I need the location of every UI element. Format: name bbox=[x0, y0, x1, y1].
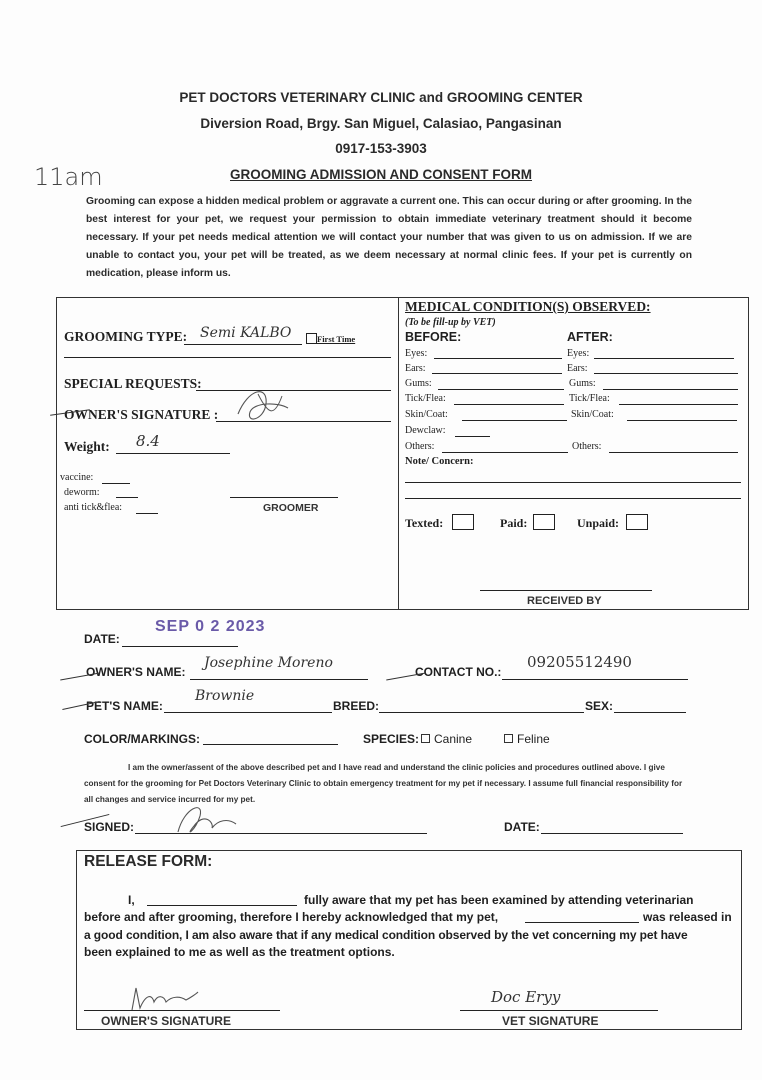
note-line-1 bbox=[405, 482, 741, 483]
dewclaw-line bbox=[455, 436, 490, 437]
release-p5: a good condition, I am also aware that if any medical condition observed by the vet concerning my pet have bbox=[84, 928, 688, 942]
owner-name-label: OWNER'S NAME: bbox=[86, 665, 186, 679]
canine-label: Canine bbox=[434, 732, 473, 746]
date-label: DATE: bbox=[84, 632, 120, 646]
before-label: BEFORE: bbox=[405, 330, 462, 344]
sex-label: SEX: bbox=[585, 699, 614, 713]
before-eyes-label: Eyes: bbox=[405, 348, 428, 359]
owner-name-value[interactable]: Josephine Moreno bbox=[204, 655, 333, 671]
feline-checkbox[interactable] bbox=[504, 734, 513, 743]
contact-label: CONTACT NO.: bbox=[415, 665, 502, 679]
signed-date-label: DATE: bbox=[504, 820, 540, 834]
anti-tick-label: anti tick&flea: bbox=[64, 502, 123, 513]
deworm-label: deworm: bbox=[64, 487, 100, 498]
breed-label: BREED: bbox=[333, 699, 380, 713]
before-tick-label: Tick/Flea: bbox=[405, 393, 446, 404]
pet-name-line bbox=[164, 712, 332, 713]
medical-title: MEDICAL CONDITION(S) OBSERVED: bbox=[405, 299, 651, 314]
after-label: AFTER: bbox=[567, 330, 613, 344]
special-requests-label: SPECIAL REQUESTS: bbox=[64, 376, 202, 391]
release-p4: was released in bbox=[643, 910, 732, 924]
after-eyes-line bbox=[594, 358, 734, 359]
others-before-label: Others: bbox=[405, 441, 435, 452]
feline-label: Feline bbox=[517, 732, 550, 746]
after-tick-line bbox=[619, 404, 738, 405]
species-feline-option[interactable] bbox=[504, 732, 550, 746]
anti-tick-line bbox=[136, 513, 158, 514]
species-canine-option[interactable] bbox=[421, 732, 472, 746]
others-before-line bbox=[442, 452, 568, 453]
after-gums-label: Gums: bbox=[569, 378, 596, 389]
owner-signature-scribble bbox=[228, 384, 298, 430]
dewclaw-label: Dewclaw: bbox=[405, 425, 446, 436]
after-eyes-label: Eyes: bbox=[567, 348, 590, 359]
texted-label: Texted: bbox=[405, 516, 444, 530]
received-by-label: RECEIVED BY bbox=[527, 595, 602, 607]
weight-label: Weight: bbox=[64, 439, 110, 454]
paid-label: Paid: bbox=[500, 516, 528, 530]
pet-name-label: PET'S NAME: bbox=[86, 699, 163, 713]
groomer-line bbox=[230, 497, 338, 498]
grooming-type-value[interactable]: Semi KALBO bbox=[200, 325, 292, 341]
owner-signature-scribble-2 bbox=[170, 798, 240, 842]
owner-name-line bbox=[190, 679, 368, 680]
received-by-line bbox=[480, 590, 652, 591]
release-owner-signature bbox=[122, 984, 202, 1014]
groomer-label: GROOMER bbox=[263, 502, 319, 514]
intro-paragraph: Grooming can expose a hidden medical problem or aggravate a current one. This can occur during or after grooming. In the best interest for your pet, we request your permission to obtain immediate veterinary treatment should it become necessary. If your pet needs medical attention we will contact your number that was given to us on admission. If we are unable to contact you, your pet will be treated, as we deem necessary at normal clinic fees. If your pet is currently on medication, please inform us. bbox=[86, 196, 692, 279]
medical-subtitle: (To be fill-up by VET) bbox=[405, 317, 496, 328]
after-skin-label: Skin/Coat: bbox=[571, 409, 614, 420]
before-ears-label: Ears: bbox=[405, 363, 426, 374]
clinic-address: Diversion Road, Brgy. San Miguel, Calasiao, Pangasinan bbox=[200, 116, 562, 131]
paid-checkbox[interactable] bbox=[533, 514, 555, 530]
date-stamp: SEP 0 2 2023 bbox=[155, 618, 266, 635]
before-eyes-line bbox=[434, 358, 562, 359]
after-ears-line bbox=[594, 373, 738, 374]
pet-name-value[interactable]: Brownie bbox=[195, 688, 255, 704]
after-tick-label: Tick/Flea: bbox=[569, 393, 610, 404]
after-gums-line bbox=[603, 389, 738, 390]
first-time-label: First Time bbox=[317, 334, 356, 344]
vaccine-line bbox=[102, 483, 130, 484]
before-gums-label: Gums: bbox=[405, 378, 432, 389]
release-title: RELEASE FORM: bbox=[84, 853, 213, 870]
box-divider bbox=[398, 297, 399, 610]
clinic-phone: 0917-153-3903 bbox=[335, 141, 427, 156]
before-skin-line bbox=[462, 420, 567, 421]
contact-value[interactable]: 09205512490 bbox=[527, 653, 632, 671]
first-time-checkbox[interactable] bbox=[306, 333, 317, 344]
handwritten-time: 11am bbox=[34, 163, 103, 191]
date-line bbox=[122, 646, 238, 647]
signed-date-line bbox=[541, 833, 683, 834]
color-line bbox=[203, 744, 338, 745]
contact-line bbox=[502, 679, 688, 680]
after-ears-label: Ears: bbox=[567, 363, 588, 374]
weight-value[interactable]: 8.4 bbox=[136, 432, 160, 450]
vet-signature-value: Doc Eryy bbox=[491, 988, 561, 1006]
before-tick-line bbox=[454, 404, 564, 405]
before-skin-label: Skin/Coat: bbox=[405, 409, 448, 420]
others-after-line bbox=[609, 452, 738, 453]
after-skin-line bbox=[627, 420, 737, 421]
unpaid-label: Unpaid: bbox=[577, 516, 620, 530]
release-i: I, bbox=[128, 893, 135, 907]
grooming-type-line bbox=[184, 344, 302, 345]
release-p6: been explained to me as well as the treatment options. bbox=[84, 945, 395, 959]
species-label: SPECIES: bbox=[363, 732, 420, 746]
release-p2: fully aware that my pet has been examined by attending veterinarian bbox=[304, 893, 694, 907]
release-owner-sig-label: OWNER'S SIGNATURE bbox=[101, 1014, 231, 1028]
release-p3: before and after grooming, therefore I hereby acknowledged that my pet, bbox=[84, 910, 499, 924]
before-ears-line bbox=[432, 373, 562, 374]
others-after-label: Others: bbox=[572, 441, 602, 452]
note-label: Note/ Concern: bbox=[405, 456, 474, 467]
consent-paragraph: I am the owner/assent of the above described pet and I have read and understand the clinic policies and procedures outlined above. I give consent for the grooming for Pet Doctors Veterinary Clinic to obtain emergency treatment for my pet if necessary. I assume full financial responsibility for all changes and service incurred for my pet. bbox=[84, 763, 683, 804]
before-gums-line bbox=[438, 389, 564, 390]
breed-line bbox=[379, 712, 584, 713]
sex-line bbox=[614, 712, 686, 713]
color-label: COLOR/MARKINGS: bbox=[84, 732, 200, 746]
unpaid-checkbox[interactable] bbox=[626, 514, 648, 530]
canine-checkbox[interactable] bbox=[421, 734, 430, 743]
release-pet-line bbox=[525, 922, 639, 923]
owner-signature-label: OWNER'S SIGNATURE : bbox=[64, 407, 219, 422]
grooming-extra-line bbox=[64, 357, 391, 358]
release-name-line bbox=[147, 905, 297, 906]
form-title: GROOMING ADMISSION AND CONSENT FORM bbox=[230, 167, 532, 182]
deworm-line bbox=[116, 497, 138, 498]
grooming-type-label: GROOMING TYPE: bbox=[64, 329, 188, 344]
texted-checkbox[interactable] bbox=[452, 514, 474, 530]
note-line-2 bbox=[405, 498, 741, 499]
clinic-name: PET DOCTORS VETERINARY CLINIC and GROOMING CENTER bbox=[179, 90, 583, 105]
release-vet-sig-line bbox=[460, 1010, 658, 1011]
weight-line bbox=[116, 453, 230, 454]
release-vet-sig-label: VET SIGNATURE bbox=[502, 1014, 599, 1028]
signed-label: SIGNED: bbox=[84, 820, 135, 834]
vaccine-label: vaccine: bbox=[60, 472, 94, 483]
